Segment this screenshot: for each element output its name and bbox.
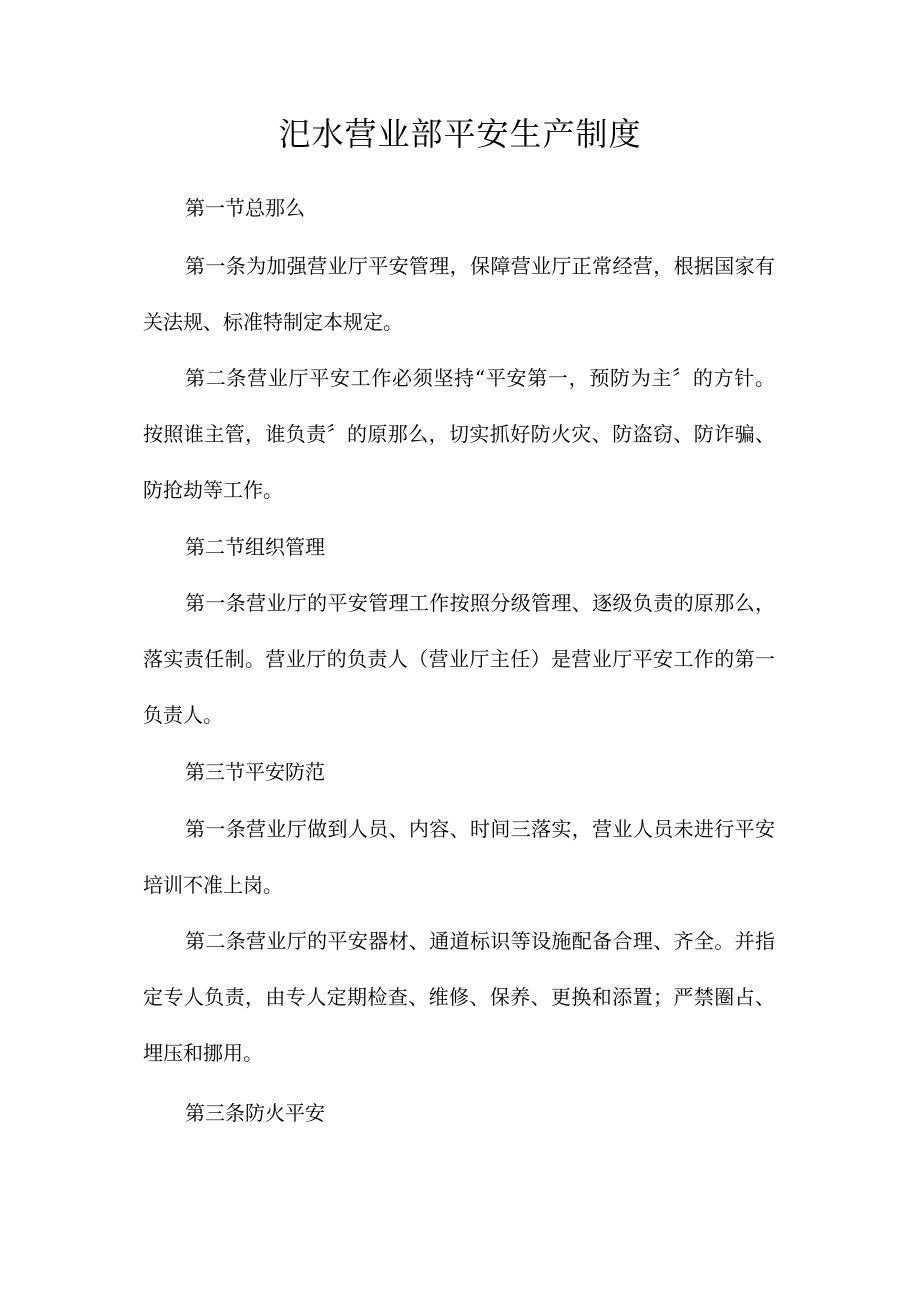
article-1-1: 第一条为加强营业厅平安管理，保障营业厅正常经营，根据国家有关法规、标准特制定本规定。: [143, 254, 775, 334]
section-heading-3: 第三节平安防范: [185, 760, 325, 784]
document-title: 汜水营业部平安生产制度: [278, 115, 642, 153]
article-3-1: 第一条营业厅做到人员、内容、时间三落实，营业人员未进行平安培训不准上岗。: [143, 817, 775, 897]
article-1-2: 第二条营业厅平安工作必须坚持“平安第一，预防为主〞的方针。按照谁主管，谁负责〞的原那么，切实抓好防火灾、防盗窃、防诈骗、防抢劫等工作。: [143, 366, 775, 502]
article-2-1: 第一条营业厅的平安管理工作按照分级管理、逐级负责的原那么，落实责任制。营业厅的负责人（营业厅主任）是营业厅平安工作的第一负责人。: [143, 591, 775, 727]
section-heading-2: 第二节组织管理: [185, 535, 325, 559]
section-heading-1: 第一节总那么: [185, 196, 305, 220]
article-3-2: 第二条营业厅的平安器材、通道标识等设施配备合理、齐全。并指定专人负责，由专人定期检查、维修、保养、更换和添置；严禁圈占、埋压和挪用。: [143, 929, 775, 1065]
section-heading-4: 第三条防火平安: [185, 1101, 325, 1125]
